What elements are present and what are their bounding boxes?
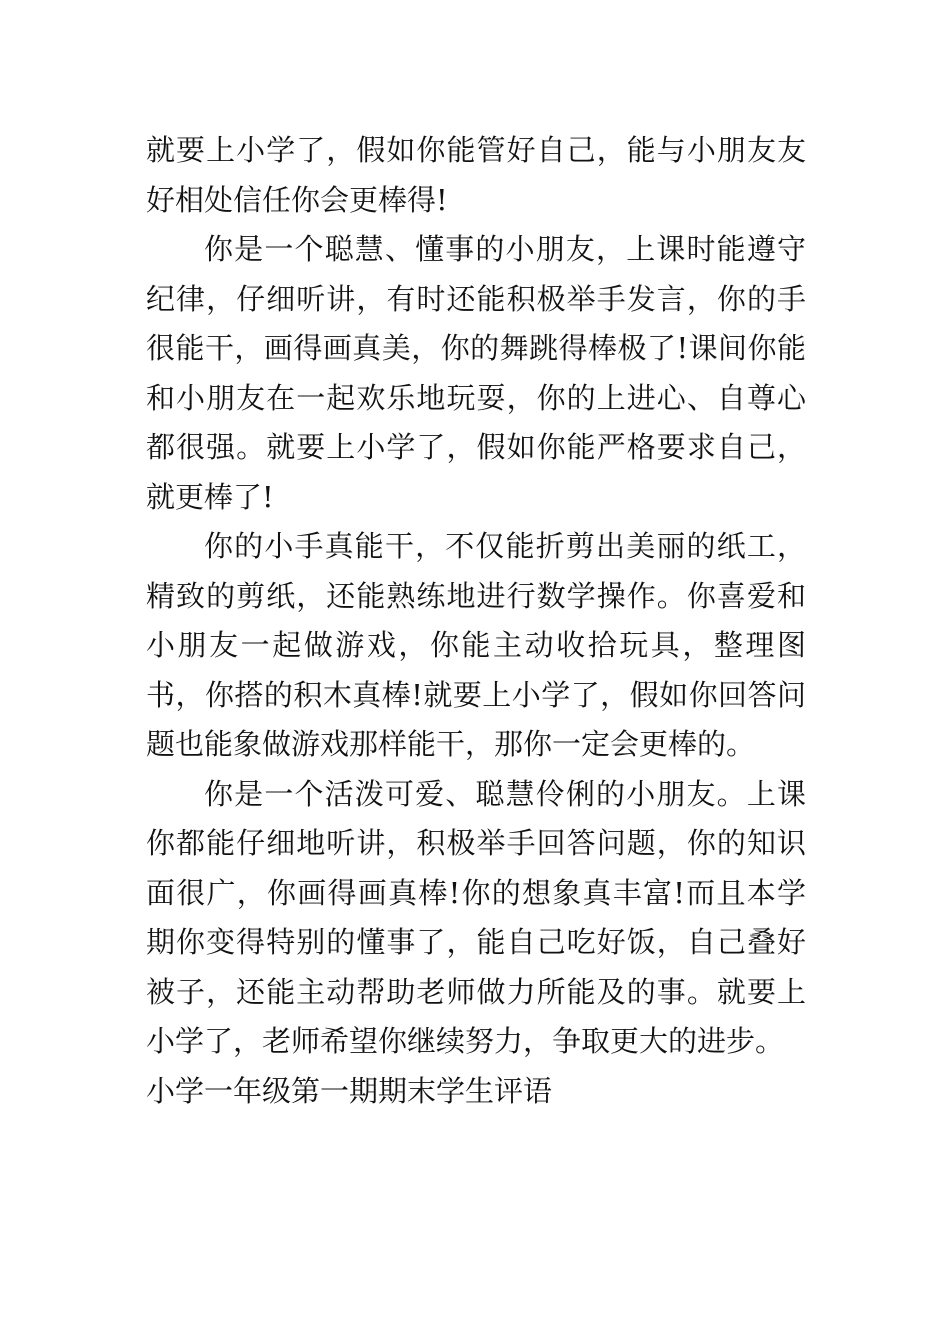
document-body bbox=[146, 126, 806, 1116]
paragraph-3: 你的小手真能干，不仅能折剪出美丽的纸工，精致的剪纸，还能熟练地进行数学操作。你喜爱和小朋友一起做游戏，你能主动收拾玩具，整理图书，你搭的积木真棒!就要上小学了，假如你回答问题也能象做游戏那样能干，那你一定会更棒的。 bbox=[146, 529, 806, 761]
paragraph-2: 你是一个聪慧、懂事的小朋友，上课时能遵守纪律，仔细听讲，有时还能积极举手发言，你的手很能干，画得画真美，你的舞跳得棒极了!课间你能和小朋友在一起欢乐地玩耍，你的上进心、自尊心都很强。就要上小学了，假如你能严格要求自己，就更棒了! bbox=[146, 232, 806, 514]
paragraph-4: 你是一个活泼可爱、聪慧伶俐的小朋友。上课你都能仔细地听讲，积极举手回答问题，你的知识面很广，你画得画真棒!你的想象真丰富!而且本学期你变得特别的懂事了，能自己吃好饭，自己叠好被子，还能主动帮助老师做力所能及的事。就要上小学了，老师希望你继续努力，争取更大的进步。 bbox=[146, 776, 806, 1058]
paragraph-1: 就要上小学了，假如你能管好自己，能与小朋友友好相处信任你会更棒得! bbox=[146, 133, 806, 217]
section-title: 小学一年级第一期期末学生评语 bbox=[146, 1073, 553, 1108]
